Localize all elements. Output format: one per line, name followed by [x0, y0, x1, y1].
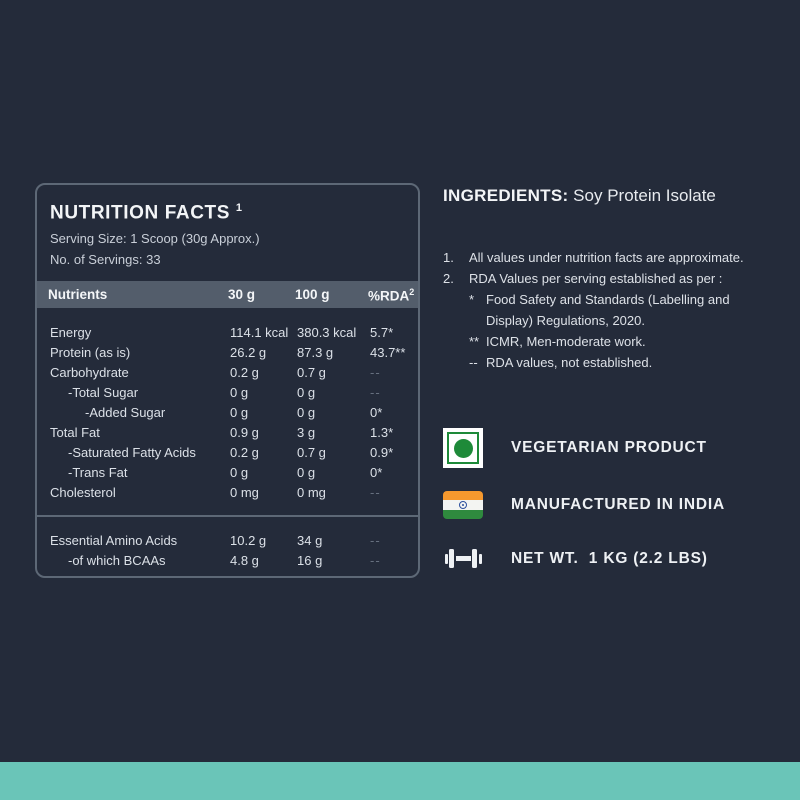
value-100g: 0 g — [297, 404, 316, 420]
table-row — [37, 442, 418, 462]
value-rda: -- — [370, 364, 381, 380]
footnote-2-text: RDA Values per serving established as per : — [469, 271, 723, 286]
serving-size-text: Serving Size: 1 Scoop (30g Approx.) — [50, 231, 260, 247]
value-100g: 0 g — [297, 384, 316, 400]
subnote-dashes — [469, 352, 780, 373]
nutrient-name: Essential Amino Acids — [50, 532, 178, 548]
value-rda: 0* — [370, 404, 383, 420]
nutrient-name: Energy — [50, 324, 92, 340]
servings-count-text: No. of Servings: 33 — [50, 252, 161, 268]
value-rda: -- — [370, 384, 381, 400]
nutrient-name: -Added Sugar — [85, 404, 166, 420]
net-weight-badge-label: NET WT. 1 KG (2.2 LBS) — [511, 549, 708, 567]
table-row — [37, 530, 418, 550]
footer-accent-bar — [0, 762, 800, 800]
subnote-asterisk — [469, 289, 780, 331]
amino-acid-rows — [37, 530, 418, 570]
value-rda: 0.9* — [370, 444, 394, 460]
nutrient-rows — [37, 322, 418, 502]
vegetarian-badge-label: VEGETARIAN PRODUCT — [511, 439, 707, 456]
value-100g: 0 g — [297, 464, 316, 480]
value-30g: 0.2 g — [230, 364, 259, 380]
table-row — [37, 422, 418, 442]
table-row — [37, 342, 418, 362]
column-header-100g: 100 g — [295, 287, 330, 303]
value-rda: -- — [370, 484, 381, 500]
value-30g: 0 g — [230, 404, 249, 420]
india-flag-icon — [443, 491, 483, 519]
footnote-1 — [443, 247, 780, 268]
value-100g: 87.3 g — [297, 344, 334, 360]
subnote-asterisk-text: Food Safety and Standards (Labelling and Display) Regulations, 2020. — [486, 292, 730, 328]
value-100g: 0 mg — [297, 484, 326, 500]
column-header-30g: 30 g — [228, 287, 256, 303]
table-row — [37, 322, 418, 342]
nutrient-name: -Saturated Fatty Acids — [68, 444, 196, 460]
ingredients-line — [443, 185, 780, 207]
table-row — [37, 482, 418, 502]
value-100g: 0.7 g — [297, 364, 326, 380]
value-rda: -- — [370, 552, 381, 568]
value-100g: 16 g — [297, 552, 323, 568]
nutrition-facts-card — [35, 183, 420, 578]
table-row — [37, 462, 418, 482]
footnote-1-text: All values under nutrition facts are approximate. — [469, 250, 744, 265]
net-weight-badge — [443, 549, 708, 568]
subnote-double-asterisk — [469, 331, 780, 352]
nutrient-name: Cholesterol — [50, 484, 116, 500]
nutrient-name: Protein (as is) — [50, 344, 131, 360]
footnotes — [443, 247, 780, 373]
info-column — [443, 185, 780, 373]
made-in-india-badge — [443, 491, 725, 519]
value-100g: 380.3 kcal — [297, 324, 357, 340]
column-header-rda: %RDA$^2$ — [368, 286, 415, 304]
nutrient-name: Total Fat — [50, 424, 100, 440]
value-30g: 0.9 g — [230, 424, 259, 440]
nutrient-name: Carbohydrate — [50, 364, 129, 380]
vegetarian-badge — [443, 428, 707, 468]
subnote-dashes-marker: -- — [469, 355, 478, 370]
subnote-dashes-text: RDA values, not established. — [486, 355, 653, 370]
value-100g: 34 g — [297, 532, 323, 548]
value-rda: 0* — [370, 464, 383, 480]
value-30g: 0 g — [230, 384, 249, 400]
value-rda: 5.7* — [370, 324, 394, 340]
vegetarian-mark-icon — [443, 428, 483, 468]
value-30g: 0 mg — [230, 484, 259, 500]
table-row — [37, 402, 418, 422]
subnote-double-asterisk-text: ICMR, Men-moderate work. — [486, 334, 646, 349]
footnote-1-number: 1. — [443, 250, 454, 265]
section-divider — [37, 515, 418, 517]
value-100g: 3 g — [297, 424, 316, 440]
value-rda: -- — [370, 532, 381, 548]
nutrition-facts-title-text: NUTRITION FACTS — [50, 202, 230, 224]
value-100g: 0.7 g — [297, 444, 326, 460]
value-rda: 1.3* — [370, 424, 394, 440]
table-row — [37, 362, 418, 382]
made-in-india-badge-label: MANUFACTURED IN INDIA — [511, 496, 725, 513]
dumbbell-icon — [443, 549, 483, 568]
nutrition-facts-title — [50, 197, 403, 224]
value-30g: 0 g — [230, 464, 249, 480]
ingredients-label: INGREDIENTS: — [443, 186, 569, 205]
footnote-2 — [443, 268, 780, 289]
value-30g: 26.2 g — [230, 344, 267, 360]
table-row — [37, 382, 418, 402]
nutrient-name: -Trans Fat — [68, 464, 128, 480]
nutrient-name: -Total Sugar — [68, 384, 139, 400]
value-rda: 43.7** — [370, 344, 406, 360]
ingredients-value: Soy Protein Isolate — [568, 186, 716, 205]
nutrition-facts-title-superscript: 1 — [235, 202, 243, 214]
table-row — [37, 550, 418, 570]
value-30g: 0.2 g — [230, 444, 259, 460]
value-30g: 114.1 kcal — [230, 324, 289, 340]
footnote-2-number: 2. — [443, 271, 454, 286]
subnote-asterisk-marker: * — [469, 292, 475, 307]
value-30g: 4.8 g — [230, 552, 259, 568]
column-header-nutrients: Nutrients — [48, 287, 108, 303]
value-30g: 10.2 g — [230, 532, 267, 548]
table-header-row — [37, 281, 418, 308]
nutrient-name: -of which BCAAs — [68, 552, 166, 568]
rda-superscript: 2 — [409, 286, 415, 297]
subnote-double-asterisk-marker: ** — [469, 334, 480, 349]
